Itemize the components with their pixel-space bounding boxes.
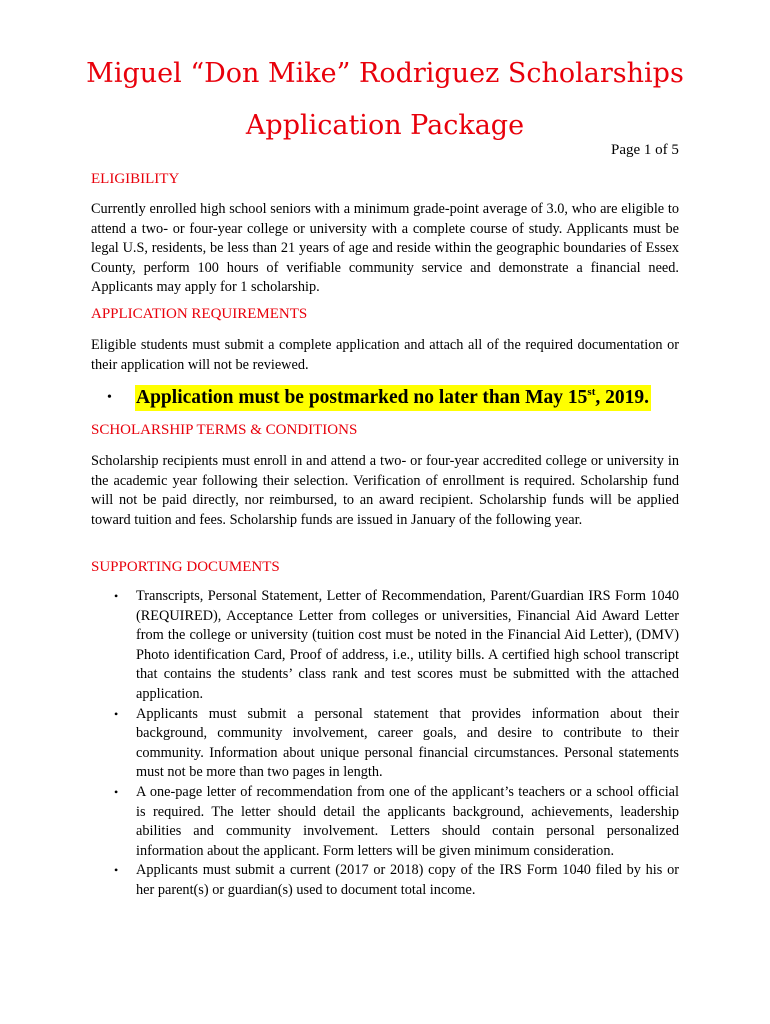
list-item: [91, 861, 679, 900]
list-item: [91, 587, 679, 705]
terms-text: Scholarship recipients must enroll in and attend a two- or four-year accredited college or university in the academic year following their selection. Verification of enrollment is required. Scholarship fund will not be paid directly, nor reimbursed, to an award recipient. Scholarship funds will be applied toward tuition and fees. Scholarship funds are issued in January of the following year.: [91, 453, 679, 528]
deadline-text: Application must be postmarked no later than May 15: [136, 387, 588, 408]
bullet-icon: •: [114, 784, 119, 799]
bullet-icon: •: [114, 863, 119, 878]
eligibility-text: Currently enrolled high school seniors with a minimum grade-point average of 3.0, who are eligible to attend a two- or four-year college or university with a complete course of study. Applicants must be legal U.S, residents, be less than 21 years of age and reside within the geographic boundaries of Essex County, perform 100 hours of verifiable community service and demonstrate a financial need. Applicants may apply for 1 scholarship.: [91, 201, 679, 296]
deadline-highlight: [135, 385, 651, 411]
list-item-text: Applicants must submit a personal statement that provides information about their background, community involvement, career goals, and desire to contribute to their community. Information about unique personal financial circumstances. Personal statements must not be more than two pages in length.: [136, 705, 679, 781]
eligibility-heading: ELIGIBILITY: [91, 171, 180, 187]
bullet-icon: •: [114, 589, 119, 603]
document-subtitle: Application Package: [245, 110, 525, 141]
application-requirements-text: Eligible students must submit a complete application and attach all of the required documentation or their application will not be reviewed.: [91, 337, 679, 373]
terms-heading: SCHOLARSHIP TERMS & CONDITIONS: [91, 422, 358, 438]
supporting-documents-list: [91, 587, 679, 901]
list-item: [91, 783, 679, 861]
application-requirements-heading: APPLICATION REQUIREMENTS: [91, 306, 308, 322]
list-item-text: Applicants must submit a current (2017 or 2018) copy of the IRS Form 1040 filed by his or her parent(s) or guardian(s) used to document total income.: [136, 862, 679, 898]
page-number: Page 1 of 5: [611, 142, 679, 158]
list-item-text: A one-page letter of recommendation from one of the applicant’s teachers or a school official is required. The letter should detail the applicants background, achievements, leadership abilities and community involvement. Letters should contain personal personalized information about the applicant. Form letters will be given minimum consideration.: [136, 783, 679, 859]
list-item: [91, 705, 679, 783]
deadline-year: , 2019.: [595, 387, 649, 408]
list-item-text: Transcripts, Personal Statement, Letter of Recommendation, Parent/Guardian IRS Form 1040 (REQUIRED), Acceptance Letter from colleges or universities, Financial Aid Award Letter from the college or university (tuition cost must be noted in the Financial Aid Letter), (DMV) Photo identification Card, Proof of address, i.e., utility bills. A certified high school transcript that contains the students’ class rank and test scores must be submitted with the attached application.: [136, 588, 679, 702]
document-title: Miguel “Don Mike” Rodriguez Scholarships: [86, 58, 684, 89]
deadline-ordinal-suffix: st: [587, 386, 596, 398]
supporting-documents-heading: SUPPORTING DOCUMENTS: [91, 559, 280, 575]
deadline-notice: [107, 385, 651, 411]
bullet-icon: •: [107, 390, 112, 405]
bullet-icon: •: [114, 706, 119, 721]
